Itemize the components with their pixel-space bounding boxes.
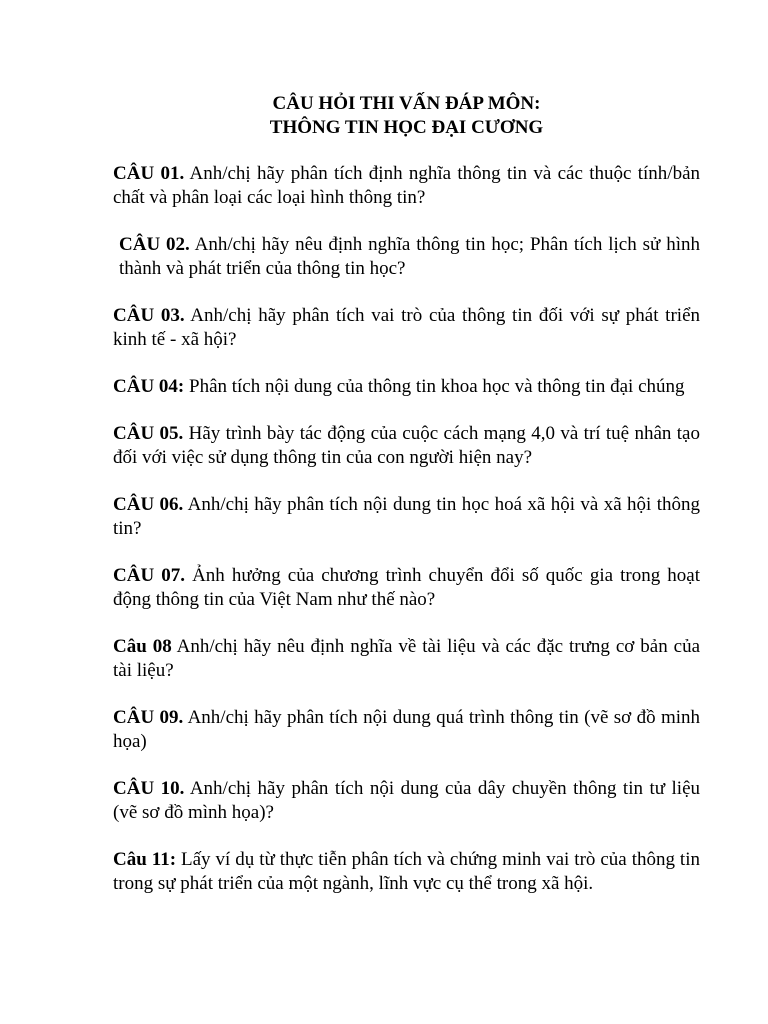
- question-09: [113, 706, 700, 754]
- question-08: [113, 635, 700, 683]
- question-02: [113, 233, 700, 281]
- question-list: [113, 162, 700, 896]
- title-line-2: THÔNG TIN HỌC ĐẠI CƯƠNG: [269, 117, 544, 138]
- question-label: CÂU 05.: [113, 423, 184, 444]
- question-06: [113, 493, 700, 541]
- question-text: Anh/chị hãy nêu định nghĩa về tài liệu và các đặc trưng cơ bản của tài liệu?: [113, 636, 700, 681]
- question-04: [113, 375, 700, 399]
- question-01: [113, 162, 700, 210]
- question-text: Anh/chị hãy phân tích nội dung quá trình thông tin (vẽ sơ đồ minh họa): [113, 707, 700, 752]
- question-label: CÂU 09.: [113, 707, 184, 728]
- question-text: Anh/chị hãy phân tích định nghĩa thông tin và các thuộc tính/bản chất và phân loại các loại hình thông tin?: [113, 163, 701, 208]
- question-label: CÂU 06.: [113, 494, 184, 515]
- question-text: Lấy ví dụ từ thực tiễn phân tích và chứng minh vai trò của thông tin trong sự phát triển của một ngành, lĩnh vực cụ thể trong xã hội.: [113, 849, 700, 894]
- question-text: Hãy trình bày tác động của cuộc cách mạng 4,0 và trí tuệ nhân tạo đối với việc sử dụng thông tin của con người hiện nay?: [113, 423, 700, 468]
- question-label: CÂU 07.: [113, 565, 185, 586]
- question-label: CÂU 10.: [113, 778, 185, 799]
- question-label: CÂU 04:: [113, 376, 185, 397]
- question-11: [113, 848, 700, 896]
- question-text: Anh/chị hãy phân tích nội dung của dây chuyền thông tin tư liệu (vẽ sơ đồ mình họa)?: [113, 778, 700, 823]
- question-10: [113, 777, 700, 825]
- document-page: [113, 92, 700, 919]
- question-label: CÂU 01.: [113, 163, 185, 184]
- question-05: [113, 422, 700, 470]
- question-text: Anh/chị hãy phân tích vai trò của thông tin đối với sự phát triển kinh tế - xã hội?: [113, 305, 700, 350]
- question-label: CÂU 03.: [113, 305, 185, 326]
- question-text: Anh/chị hãy phân tích nội dung tin học hoá xã hội và xã hội thông tin?: [113, 494, 701, 539]
- question-label: Câu 08: [113, 636, 172, 657]
- question-03: [113, 304, 700, 352]
- question-text: Phân tích nội dung của thông tin khoa học và thông tin đại chúng: [184, 376, 685, 397]
- question-label: CÂU 02.: [119, 234, 190, 255]
- question-text: Ảnh hưởng của chương trình chuyển đổi số quốc gia trong hoạt động thông tin của Việt Nam như thế nào?: [113, 565, 700, 610]
- title-line-1: CÂU HỎI THI VẤN ĐÁP MÔN:: [272, 93, 541, 114]
- document-title: [113, 92, 700, 140]
- question-07: [113, 564, 700, 612]
- question-label: Câu 11:: [113, 849, 177, 870]
- question-text: Anh/chị hãy nêu định nghĩa thông tin học; Phân tích lịch sử hình thành và phát triển của thông tin học?: [119, 234, 700, 279]
